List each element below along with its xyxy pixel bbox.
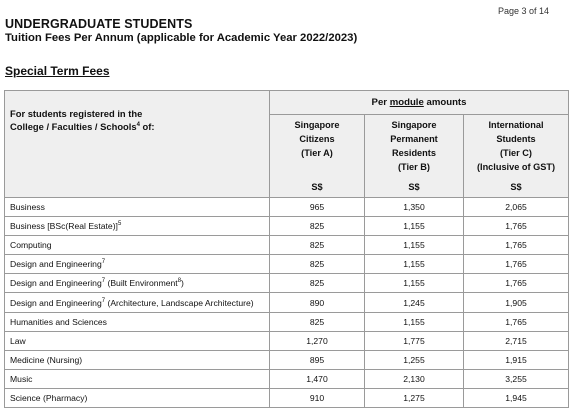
col-a-currency: S$ bbox=[311, 182, 323, 192]
fee-tier-a-cell: 825 bbox=[270, 274, 365, 293]
table-row bbox=[5, 255, 569, 274]
fee-tier-a-cell: 1,470 bbox=[270, 369, 365, 388]
column-header-tier-a bbox=[270, 115, 365, 198]
row-header-line2-end: of: bbox=[139, 121, 155, 132]
table-row bbox=[5, 312, 569, 331]
group-header-prefix: Per bbox=[371, 97, 390, 108]
row-label-qualifier-footnote: 8 bbox=[177, 278, 182, 285]
document-title: UNDERGRADUATE STUDENTS bbox=[5, 17, 193, 31]
col-c-line1: International bbox=[488, 120, 544, 130]
fee-tier-c-cell: 1,765 bbox=[464, 312, 569, 331]
table-row bbox=[5, 198, 569, 217]
fee-tier-a-cell: 1,270 bbox=[270, 331, 365, 350]
fee-tier-c-cell: 1,765 bbox=[464, 217, 569, 236]
fee-tier-b-cell: 1,775 bbox=[365, 331, 464, 350]
row-label-cell bbox=[5, 312, 270, 331]
col-c-currency: S$ bbox=[510, 182, 522, 192]
row-label-footnote: 7 bbox=[101, 297, 106, 304]
row-label-cell bbox=[5, 255, 270, 274]
row-label-cell bbox=[5, 388, 270, 407]
fee-tier-a-cell: 825 bbox=[270, 312, 365, 331]
row-label-cell bbox=[5, 236, 270, 255]
fee-tier-b-cell: 1,155 bbox=[365, 236, 464, 255]
group-header-cell bbox=[270, 91, 569, 115]
row-label-qualifier-end: ) bbox=[181, 278, 184, 289]
row-label-qualifier: (Built Environment bbox=[105, 278, 178, 289]
table-row bbox=[5, 274, 569, 293]
row-label: Music bbox=[10, 373, 33, 384]
fee-tier-a-cell: 895 bbox=[270, 350, 365, 369]
fee-tier-b-cell: 1,275 bbox=[365, 388, 464, 407]
fee-tier-c-cell: 1,905 bbox=[464, 293, 569, 312]
fee-tier-c-cell: 3,255 bbox=[464, 369, 569, 388]
col-c-line4: (Inclusive of GST) bbox=[476, 162, 556, 172]
col-b-line2: Permanent bbox=[390, 134, 438, 144]
fee-tier-a-cell: 825 bbox=[270, 236, 365, 255]
fee-tier-c-cell: 1,765 bbox=[464, 236, 569, 255]
column-header-tier-c bbox=[464, 115, 569, 198]
row-label-cell bbox=[5, 217, 270, 236]
fees-table bbox=[4, 90, 569, 408]
row-label-footnote: 7 bbox=[101, 259, 106, 266]
row-header-line2: College / Faculties / Schools bbox=[10, 121, 137, 132]
fee-tier-b-cell: 1,155 bbox=[365, 255, 464, 274]
group-header-row bbox=[5, 91, 569, 115]
document-subtitle: Tuition Fees Per Annum (applicable for Academic Year 2022/2023) bbox=[5, 32, 358, 44]
fee-tier-b-cell: 1,155 bbox=[365, 312, 464, 331]
row-label: Design and Engineering bbox=[10, 259, 102, 270]
row-label-cell bbox=[5, 331, 270, 350]
row-label-cell bbox=[5, 293, 270, 312]
fee-tier-c-cell: 2,715 bbox=[464, 331, 569, 350]
row-header-sup: 4 bbox=[136, 121, 140, 128]
row-label: Design and Engineering bbox=[10, 297, 102, 308]
table-row bbox=[5, 217, 569, 236]
table-row bbox=[5, 236, 569, 255]
column-header-tier-b bbox=[365, 115, 464, 198]
fee-tier-c-cell: 1,765 bbox=[464, 255, 569, 274]
row-label: Medicine (Nursing) bbox=[10, 354, 83, 365]
table-row bbox=[5, 388, 569, 407]
col-b-line4: (Tier B) bbox=[398, 162, 430, 172]
fee-tier-b-cell: 2,130 bbox=[365, 369, 464, 388]
fee-tier-b-cell: 1,155 bbox=[365, 217, 464, 236]
row-header-cell bbox=[5, 91, 270, 198]
table-row bbox=[5, 331, 569, 350]
row-label: Business bbox=[10, 202, 45, 213]
fee-tier-b-cell: 1,350 bbox=[365, 198, 464, 217]
fee-tier-a-cell: 910 bbox=[270, 388, 365, 407]
row-label: Design and Engineering bbox=[10, 278, 102, 289]
fee-tier-b-cell: 1,245 bbox=[365, 293, 464, 312]
col-c-line3: (Tier C) bbox=[500, 148, 532, 158]
row-label: Law bbox=[10, 335, 26, 346]
row-header-line1: For students registered in the bbox=[10, 108, 143, 119]
row-label: Business [BSc(Real Estate)] bbox=[10, 221, 118, 232]
fee-tier-b-cell: 1,155 bbox=[365, 274, 464, 293]
row-label-footnote: 7 bbox=[101, 278, 106, 285]
row-label: Humanities and Sciences bbox=[10, 316, 107, 327]
page-number: Page 3 of 14 bbox=[497, 6, 549, 16]
row-label-footnote: 5 bbox=[117, 221, 122, 228]
fee-tier-c-cell: 1,945 bbox=[464, 388, 569, 407]
section-heading: Special Term Fees bbox=[5, 64, 110, 78]
row-label: Computing bbox=[10, 240, 52, 251]
fee-tier-a-cell: 965 bbox=[270, 198, 365, 217]
table-row bbox=[5, 369, 569, 388]
row-label-cell bbox=[5, 350, 270, 369]
col-b-line1: Singapore bbox=[391, 120, 437, 130]
fee-tier-a-cell: 825 bbox=[270, 255, 365, 274]
table-row bbox=[5, 350, 569, 369]
col-a-line3: (Tier A) bbox=[301, 148, 333, 158]
col-b-currency: S$ bbox=[408, 182, 420, 192]
fee-tier-c-cell: 1,765 bbox=[464, 274, 569, 293]
col-b-line3: Residents bbox=[392, 148, 436, 158]
fee-tier-a-cell: 825 bbox=[270, 217, 365, 236]
group-header-suffix: amounts bbox=[423, 97, 467, 108]
col-a-line2: Citizens bbox=[299, 134, 335, 144]
fee-tier-c-cell: 2,065 bbox=[464, 198, 569, 217]
group-header-module: module bbox=[389, 97, 424, 108]
col-a-line1: Singapore bbox=[294, 120, 340, 130]
col-c-line2: Students bbox=[496, 134, 536, 144]
row-label-cell bbox=[5, 369, 270, 388]
row-label-qualifier: (Architecture, Landscape Architecture) bbox=[105, 297, 254, 308]
fee-tier-b-cell: 1,255 bbox=[365, 350, 464, 369]
row-label: Science (Pharmacy) bbox=[10, 392, 88, 403]
row-label-cell bbox=[5, 274, 270, 293]
table-row bbox=[5, 293, 569, 312]
fee-tier-c-cell: 1,915 bbox=[464, 350, 569, 369]
row-label-cell bbox=[5, 198, 270, 217]
fee-tier-a-cell: 890 bbox=[270, 293, 365, 312]
